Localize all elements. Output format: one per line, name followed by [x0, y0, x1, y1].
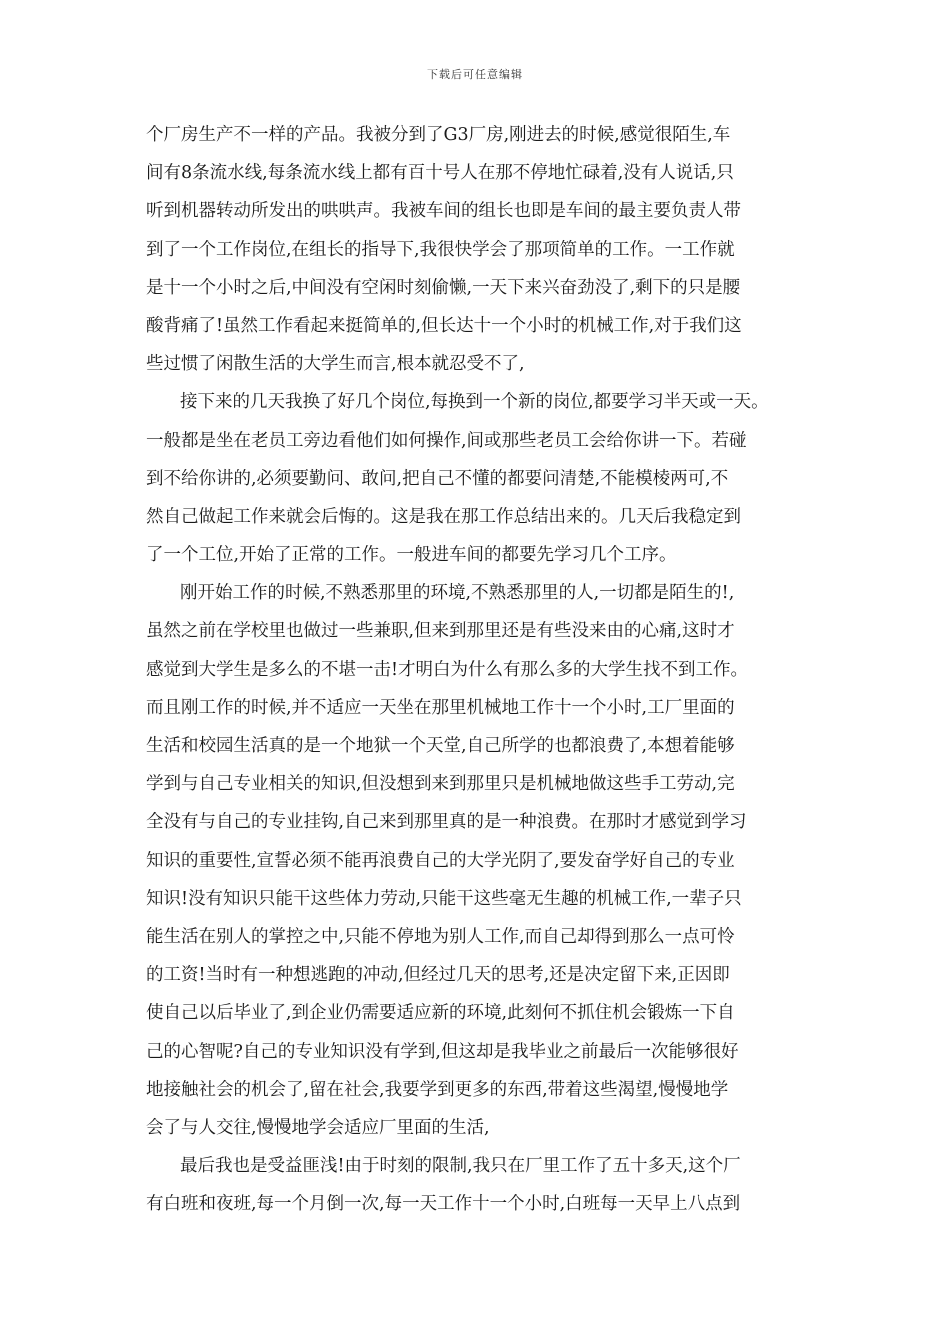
text-line: 感觉到大学生是多么的不堪一击!才明白为什么有那么多的大学生找不到工作。: [146, 659, 749, 680]
text-line: 然自己做起工作来就会后悔的。这是我在那工作总结出来的。几天后我稳定到: [146, 506, 741, 527]
text-line: 学到与自己专业相关的知识,但没想到来到那里只是机械地做这些手工劳动,完: [146, 774, 735, 795]
text-line: 会了与人交往,慢慢地学会适应厂里面的生活,: [146, 1117, 490, 1138]
text-line: 有白班和夜班,每一个月倒一次,每一天工作十一个小时,白班每一天早上八点到: [146, 1194, 741, 1215]
text-line: 知识!没有知识只能干这些体力劳动,只能干这些毫无生趣的机械工作,一辈子只: [146, 888, 742, 909]
text-line: 而且刚工作的时候,并不适应一天坐在那里机械地工作十一个小时,工厂里面的: [146, 697, 735, 718]
text-line: 到了一个工作岗位,在组长的指导下,我很快学会了那项简单的工作。一工作就: [146, 239, 735, 260]
text-line: 地接触社会的机会了,留在社会,我要学到更多的东西,带着这些渴望,慢慢地学: [146, 1079, 729, 1100]
text-line: 的工资!当时有一种想逃跑的冲动,但经过几天的思考,还是决定留下来,正因即: [146, 965, 730, 986]
text-line: 刚开始工作的时候,不熟悉那里的环境,不熟悉那里的人,一切都是陌生的!,: [180, 583, 735, 604]
text-line: 到不给你讲的,必须要勤问、敢问,把自己不懂的都要问清楚,不能模棱两可,不: [146, 468, 729, 489]
text-line: 接下来的几天我换了好几个岗位,每换到一个新的岗位,都要学习半天或一天。: [180, 392, 769, 413]
text-line: 能生活在别人的掌控之中,只能不停地为别人工作,而自己却得到那么一点可怜: [146, 926, 735, 947]
text-line: 使自己以后毕业了,到企业仍需要适应新的环境,此刻何不抓住机会锻炼一下自: [146, 1003, 735, 1024]
text-line: 最后我也是受益匪浅!由于时刻的限制,我只在厂里工作了五十多天,这个厂: [180, 1156, 741, 1177]
text-line: 全没有与自己的专业挂钩,自己来到那里真的是一种浪费。在那时才感觉到学习: [146, 812, 747, 833]
text-line: 虽然之前在学校里也做过一些兼职,但来到那里还是有些没来由的心痛,这时才: [146, 621, 735, 642]
text-line: 了一个工位,开始了正常的工作。一般进车间的都要先学习几个工序。: [146, 545, 677, 566]
text-line: 知识的重要性,宣誓必须不能再浪费自己的大学光阴了,要发奋学好自己的专业: [146, 850, 735, 871]
page-header: 下载后可任意编辑: [427, 68, 523, 81]
text-line: 是十一个小时之后,中间没有空闲时刻偷懒,一天下来兴奋劲没了,剩下的只是腰: [146, 277, 741, 298]
text-line: 些过惯了闲散生活的大学生而言,根本就忍受不了,: [146, 354, 525, 375]
text-line: 酸背痛了!虽然工作看起来挺简单的,但长达十一个小时的机械工作,对于我们这: [146, 315, 742, 336]
text-line: 个厂房生产不一样的产品。我被分到了G3厂房,刚进去的时候,感觉很陌生,车: [146, 125, 731, 145]
text-line: 生活和校园生活真的是一个地狱一个天堂,自己所学的也都浪费了,本想着能够: [146, 736, 735, 756]
text-line: 己的心智呢?自己的专业知识没有学到,但这却是我毕业之前最后一次能够很好: [146, 1041, 739, 1062]
text-line: 间有8条流水线,每条流水线上都有百十号人在那不停地忙碌着,没有人说话,只: [146, 163, 734, 184]
text-line: 一般都是坐在老员工旁边看他们如何操作,间或那些老员工会给你讲一下。若碰: [146, 430, 747, 451]
document-body: [146, 116, 826, 1223]
text-line: 听到机器转动所发出的哄哄声。我被车间的组长也即是车间的最主要负责人带: [146, 201, 741, 222]
